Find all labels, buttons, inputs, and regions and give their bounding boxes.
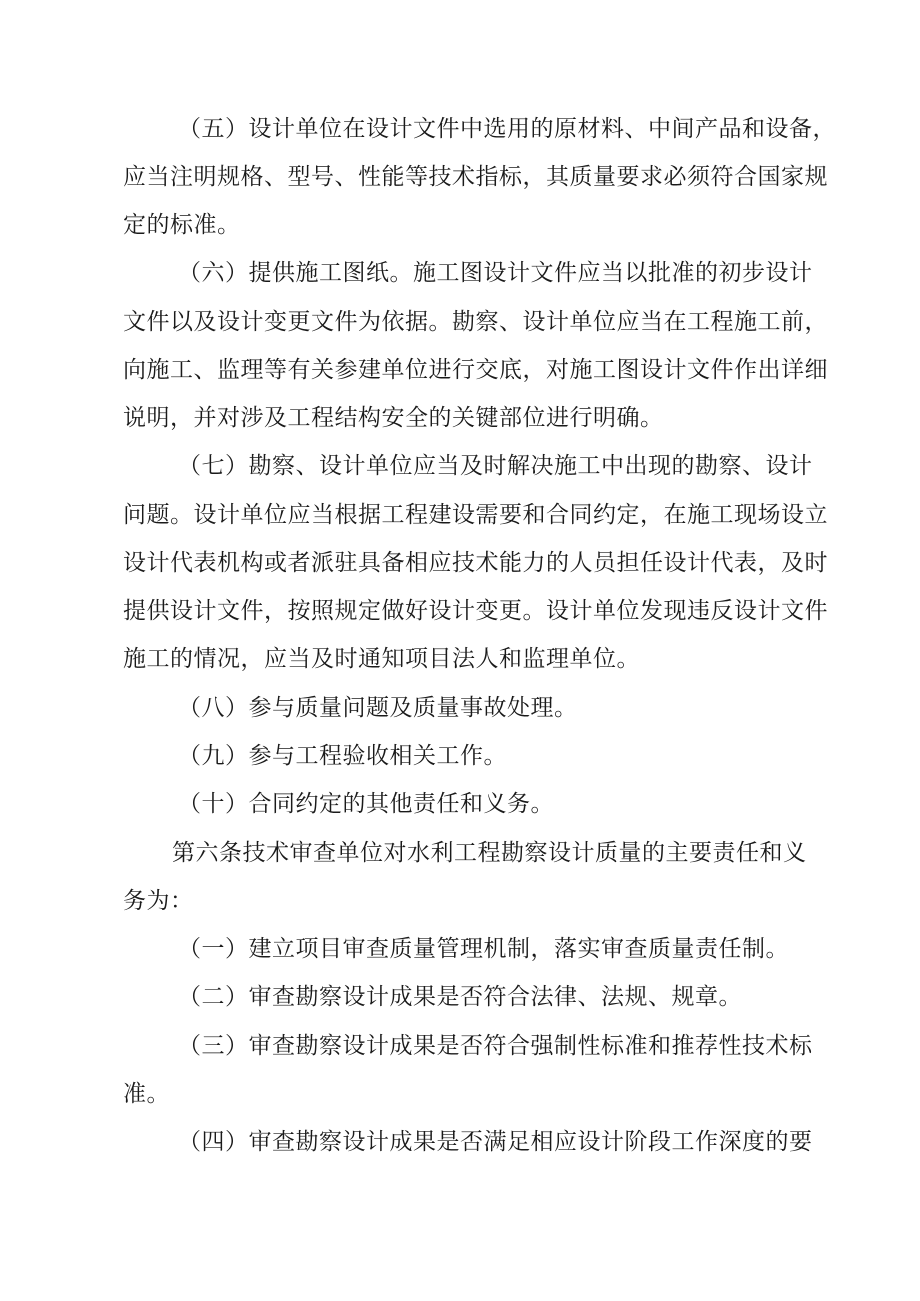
para-8: （八）参与质量问题及质量事故处理。 [178, 695, 578, 721]
para-5-line-3: 定的标准。 [123, 212, 241, 238]
para-7-line-2: 问题。设计单位应当根据工程建设需要和合同约定，在施工现场设立 [123, 502, 828, 528]
item-3-line-2: 准。 [123, 1081, 170, 1107]
article-6-line-2: 务为： [123, 888, 194, 914]
item-1: （一）建立项目审查质量管理机制，落实审查质量责任制。 [178, 936, 789, 962]
para-7-line-3: 设计代表机构或者派驻具备相应技术能力的人员担任设计代表，及时 [123, 550, 828, 576]
para-10: （十）合同约定的其他责任和义务。 [178, 791, 554, 817]
item-3-line-1: （三）审查勘察设计成果是否符合强制性标准和推荐性技术标 [178, 1033, 813, 1059]
para-6-line-4: 说明，并对涉及工程结构安全的关键部位进行明确。 [123, 405, 664, 431]
para-7-line-4: 提供设计文件，按照规定做好设计变更。设计单位发现违反设计文件 [123, 598, 828, 624]
item-4-line-1: （四）审查勘察设计成果是否满足相应设计阶段工作深度的要 [178, 1129, 813, 1155]
para-5-line-2: 应当注明规格、型号、性能等技术指标，其质量要求必须符合国家规 [123, 164, 828, 190]
para-7-line-5: 施工的情况，应当及时通知项目法人和监理单位。 [123, 646, 640, 672]
para-5-line-1: （五）设计单位在设计文件中选用的原材料、中间产品和设备， [178, 116, 836, 142]
para-9: （九）参与工程验收相关工作。 [178, 743, 507, 769]
para-6-line-3: 向施工、监理等有关参建单位进行交底，对施工图设计文件作出详细 [123, 357, 828, 383]
para-6-line-2: 文件以及设计变更文件为依据。勘察、设计单位应当在工程施工前， [123, 309, 828, 335]
para-7-line-1: （七）勘察、设计单位应当及时解决施工中出现的勘察、设计 [178, 453, 813, 479]
item-2: （二）审查勘察设计成果是否符合法律、法规、规章。 [178, 984, 742, 1010]
article-6-line-1: 第六条技术审查单位对水利工程勘察设计质量的主要责任和义 [172, 840, 807, 866]
para-6-line-1: （六）提供施工图纸。施工图设计文件应当以批准的初步设计 [178, 260, 813, 286]
